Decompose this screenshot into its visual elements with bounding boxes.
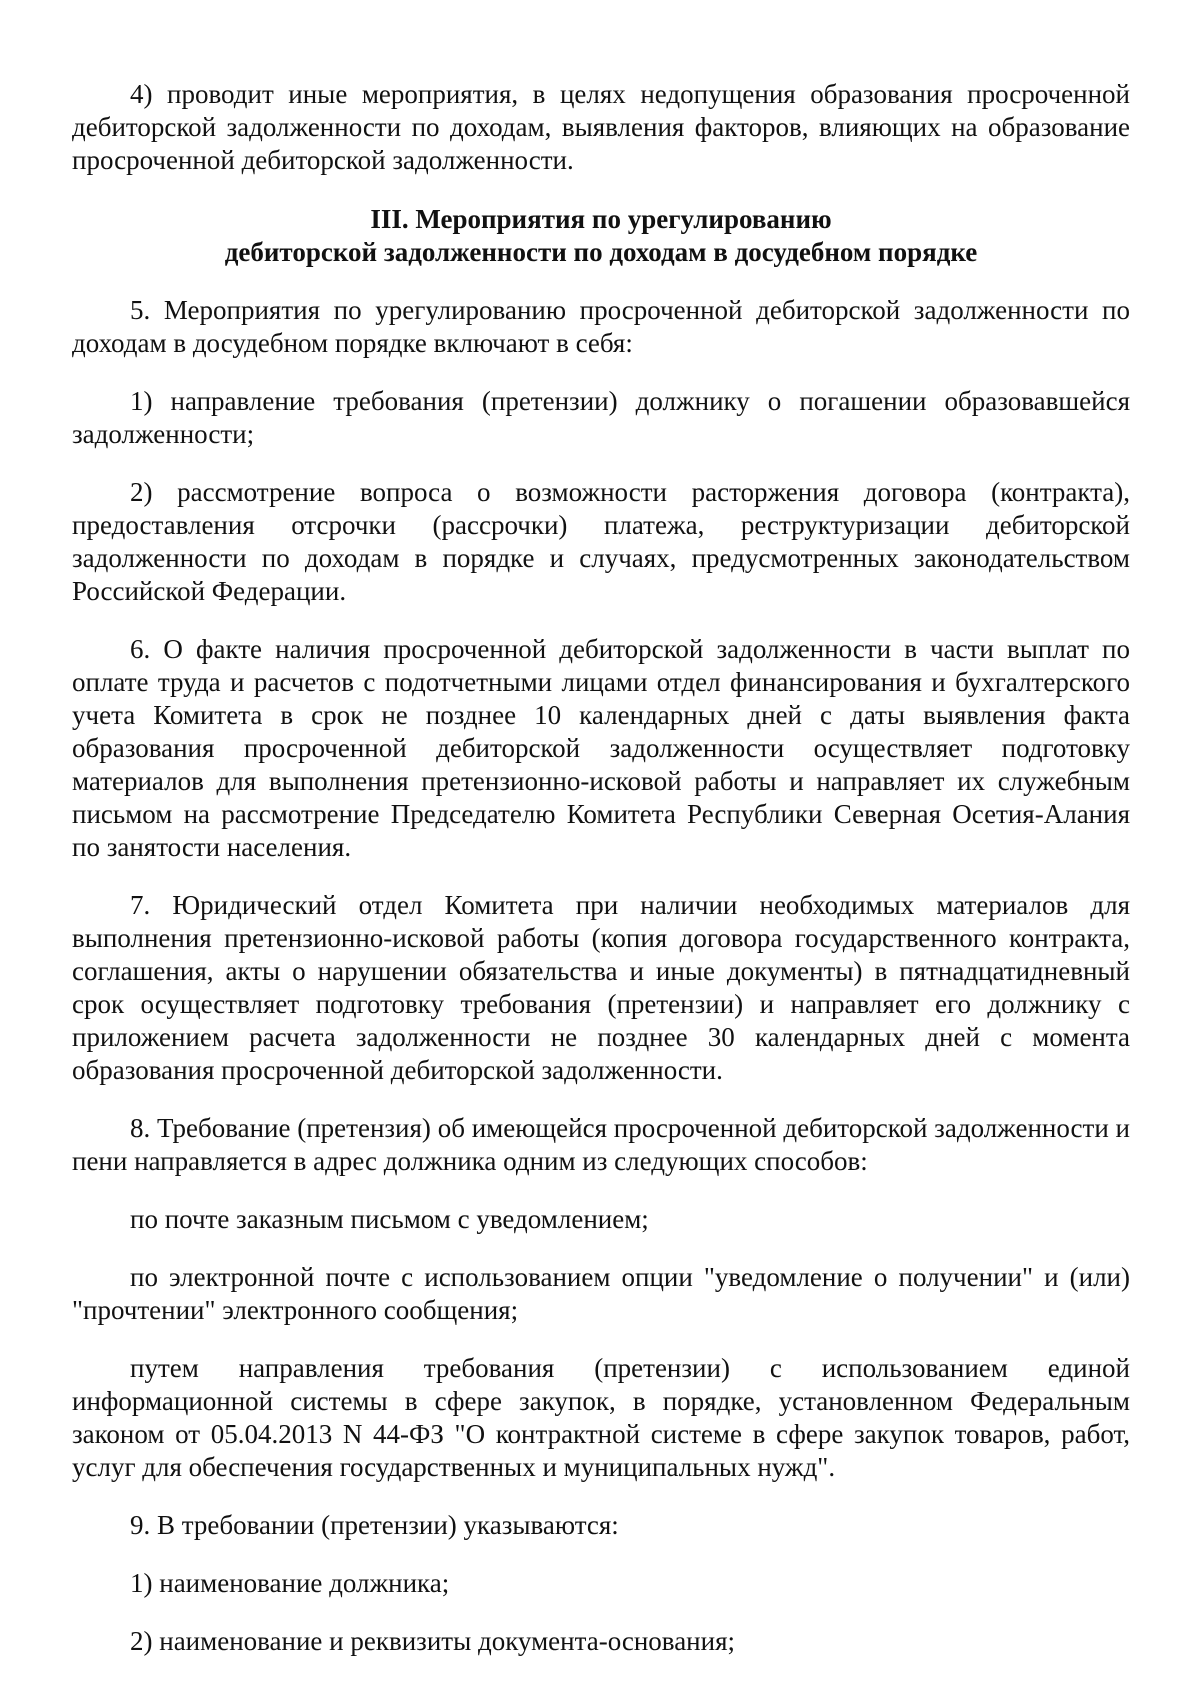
paragraph-5: 5. Мероприятия по урегулированию просроченной дебиторской задолженности по доходам в досудебном порядке включают в себя: [72,295,1130,358]
paragraph-5-item-2: 2) рассмотрение вопроса о возможности расторжения договора (контракта), предоставления отсрочки (рассрочки) платежа, реструктуризации дебиторской задолженности по доходам в порядке и случаях, предусмотренных законодательством Российской Федерации. [72,477,1130,606]
paragraph-8-method-email: по электронной почте с использованием опции "уведомление о получении" и (или) "прочтении" электронного сообщения; [72,1262,1130,1325]
paragraph-9: 9. В требовании (претензии) указываются: [130,1510,619,1540]
document-page [72,78,1130,1658]
paragraph-6: 6. О факте наличия просроченной дебиторской задолженности в части выплат по оплате труда и расчетов с подотчетными лицами отдел финансирования и бухгалтерского учета Комитета в срок не позднее 10 календарных дней с даты выявления факта образования просроченной дебиторской задолженности осуществляет подготовку материалов для выполнения претензионно-исковой работы и направляет их служебным письмом на рассмотрение Председателю Комитета Республики Северная Осетия-Алания по занятости населения. [72,634,1130,862]
paragraph-8-method-mail: по почте заказным письмом с уведомлением; [130,1204,649,1234]
paragraph-9-item-2: 2) наименование и реквизиты документа-основания; [130,1626,735,1656]
section-heading-line-1: III. Мероприятия по урегулированию [370,204,832,234]
paragraph-8: 8. Требование (претензия) об имеющейся просроченной дебиторской задолженности и пени направляется в адрес должника одним из следующих способов: [72,1113,1130,1176]
paragraph-8-method-eis: путем направления требования (претензии) с использованием единой информационной системы в сфере закупок, в порядке, установленном Федеральным законом от 05.04.2013 N 44-ФЗ "О контрактной системе в сфере закупок товаров, работ, услуг для обеспечения государственных и муниципальных нужд". [72,1353,1130,1482]
section-heading [72,203,1130,269]
paragraph-7: 7. Юридический отдел Комитета при наличии необходимых материалов для выполнения претензионно-исковой работы (копия договора государственного контракта, соглашения, акты о нарушении обязательства и иные документы) в пятнадцатидневный срок осуществляет подготовку требования (претензии) и направляет его должнику с приложением расчета задолженности не позднее 30 календарных дней с момента образования просроченной дебиторской задолженности. [72,890,1130,1085]
paragraph-9-item-1: 1) наименование должника; [130,1568,450,1598]
section-heading-line-2: дебиторской задолженности по доходам в досудебном порядке [224,237,978,267]
paragraph-5-item-1: 1) направление требования (претензии) должнику о погашении образовавшейся задолженности; [72,386,1130,449]
paragraph-4: 4) проводит иные мероприятия, в целях недопущения образования просроченной дебиторской задолженности по доходам, выявления факторов, влияющих на образование просроченной дебиторской задолженности. [72,79,1130,175]
